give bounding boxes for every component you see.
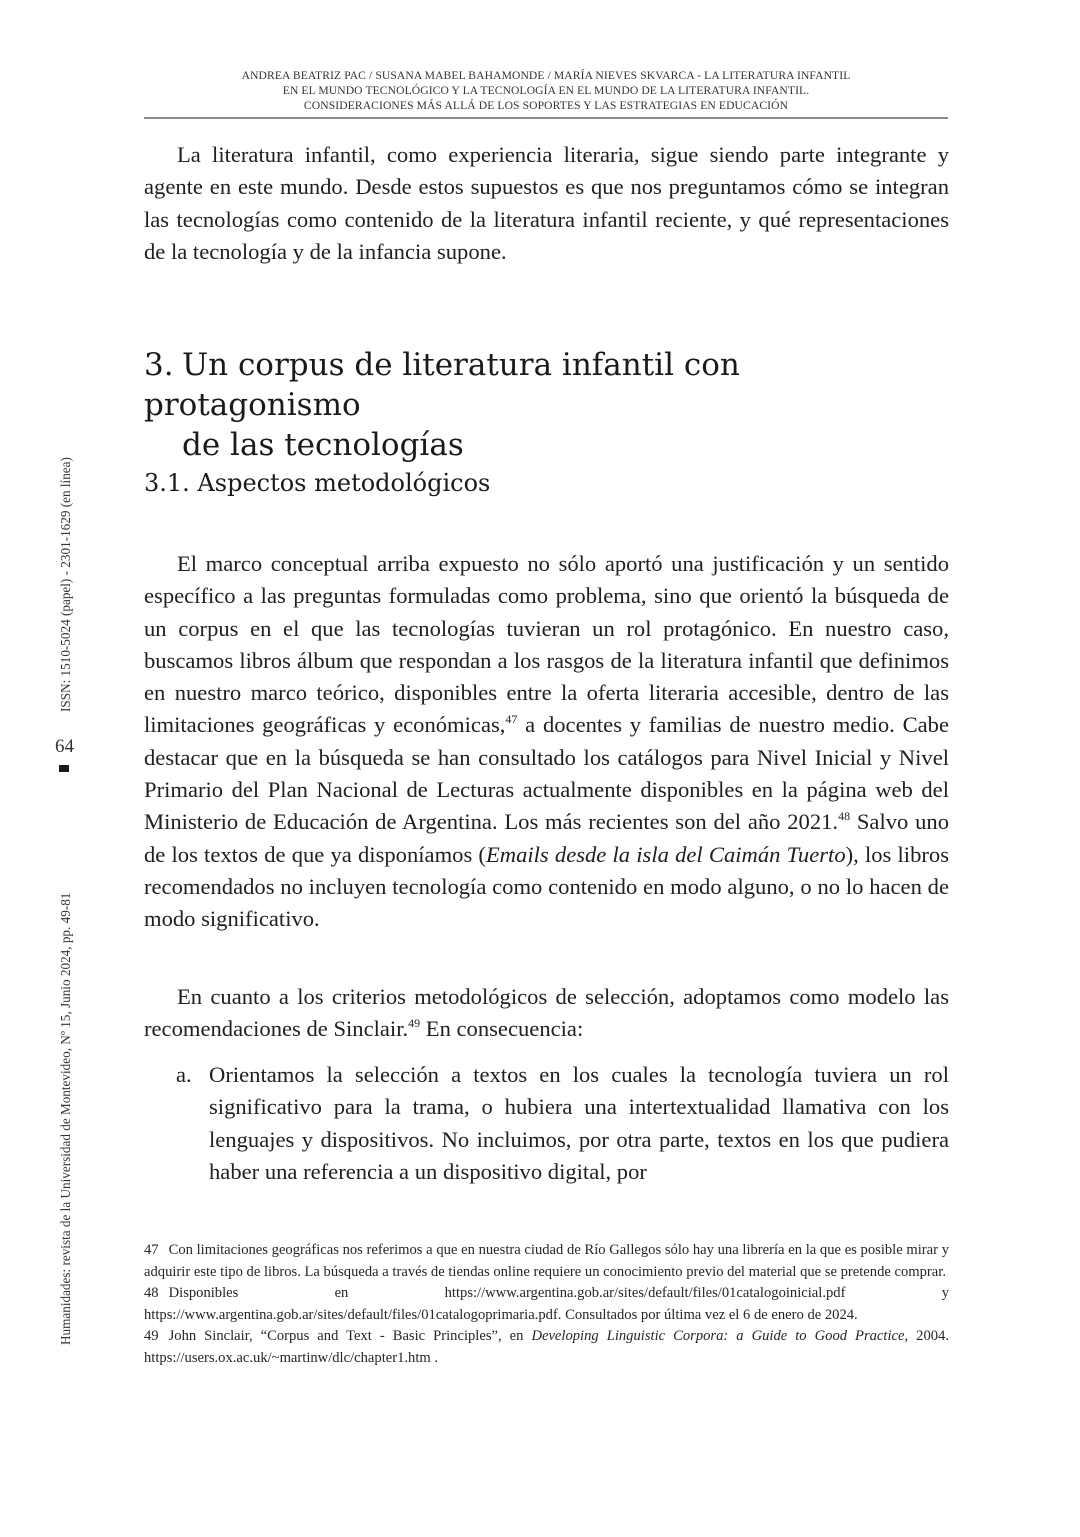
running-header-line-2: EN EL MUNDO TECNOLÓGICO Y LA TECNOLOGÍA EN EL MUNDO DE LA LITERATURA INFANTIL.: [282, 84, 810, 97]
issn-label: ISSN: 1510-5024 (papel) - 2301-1629 (en línea): [58, 457, 73, 712]
footnotes: [144, 1240, 949, 1370]
paragraph-text: En consecuencia:: [420, 1016, 584, 1042]
footnote-number: 49: [144, 1328, 159, 1345]
running-header: [144, 68, 948, 113]
intro-section: [144, 139, 949, 268]
paragraph-criteria: [144, 981, 949, 1046]
criteria-section: [144, 981, 949, 1046]
section-number: 3.: [144, 347, 174, 383]
footnote-ref-49[interactable]: 49: [408, 1016, 421, 1031]
running-header-line-3: CONSIDERACIONES MÁS ALLÁ DE LOS SOPORTES Y LAS ESTRATEGIAS EN EDUCACIÓN: [303, 99, 789, 112]
header-rule: [144, 117, 948, 119]
subsection-heading: 3.1. Aspectos metodológicos: [144, 469, 491, 497]
footnote-text: Con limitaciones geográficas nos referimos a que en nuestra ciudad de Río Gallegos sólo hay una librería en la que es posible mirar y adquirir este tipo de libros. La búsqueda a través de tiendas online requiere un conocimiento previo del material que se pretende comprar.: [144, 1242, 949, 1280]
paragraph-text: El marco conceptual arriba expuesto no sólo aportó una justificación y un sentido específico a las preguntas formuladas como problema, sino que orientó la búsqueda de un corpus en el que las tecnologías tuvieran un rol protagónico. En nuestro caso, buscamos libros álbum que respondan a los rasgos de la literatura infantil que definimos en nuestro marco teórico, disponibles entre la oferta literaria accesible, dentro de las limitaciones geográficas y económicas,: [144, 551, 949, 738]
page-marker: [59, 765, 69, 772]
footnote-number: 48: [144, 1285, 159, 1302]
paragraph-text: Salvo uno de los textos de que ya disponíamos (: [144, 809, 949, 867]
footnote-48: [144, 1283, 949, 1326]
footnote-text: Disponibles en https://www.argentina.gob.ar/sites/default/files/01catalogoinicial.pdf y https://www.argentina.gob.ar/sites/default/files/01catalogoprimaria.pdf. Consultados por última vez el 6 de enero de 2024.: [144, 1285, 949, 1323]
intro-paragraph: La literatura infantil, como experiencia literaria, sigue siendo parte integrante y agente en este mundo. Desde estos supuestos es que nos preguntamos cómo se integran las tecnologías como contenido de la literatura infantil reciente, y qué representaciones de la tecnología y de la infancia supone.: [144, 142, 949, 264]
footnote-number: 47: [144, 1242, 159, 1258]
running-header-line-1: ANDREA BEATRIZ PAC / SUSANA MABEL BAHAMONDE / MARÍA NIEVES SKVARCA - LA LITERATURA INFANTIL: [241, 69, 851, 82]
book-title: Emails desde la isla del Caimán Tuerto: [485, 841, 846, 867]
section-title-line-2: de las tecnologías: [182, 427, 464, 463]
footnote-49: [144, 1326, 949, 1369]
footnote-ref-47[interactable]: 47: [505, 712, 518, 727]
paragraph-text: a docentes y familias de nuestro medio. Cabe destacar que en la búsqueda se han consultado los catálogos para Nivel Inicial y Nivel Primario del Plan Nacional de Lecturas actualmente disponibles en la página web del Ministerio de Educación de Argentina. Los más recientes son del año 2021.: [144, 712, 949, 835]
cited-work-title: Developing Linguistic Corpora: a Guide to Good Practice: [531, 1328, 905, 1345]
footnote-ref-48[interactable]: 48: [838, 809, 851, 824]
journal-citation: Humanidades: revista de la Universidad de Montevideo, Nº 15, Junio 2024, pp. 49-81: [58, 892, 73, 1345]
criteria-list: [144, 1059, 949, 1188]
page-number: 64: [55, 736, 74, 757]
footnote-text: John Sinclair, “Corpus and Text - Basic Principles”, en: [168, 1328, 532, 1345]
list-item-text: Orientamos la selección a textos en los cuales la tecnología tuviera un rol significativo para la trama, o hubiera una intertextualidad llamativa con los lenguajes y dispositivos. No incluimos, por otra parte, textos en los que pudiera haber una referencia a un dispositivo digital, por: [209, 1062, 949, 1184]
list-marker: a.: [176, 1062, 192, 1087]
section-heading: [144, 345, 964, 465]
paragraph-text: ), los libros recomendados no incluyen tecnología como contenido en modo alguno, o no lo hacen de modo significativo.: [144, 841, 949, 932]
section-title-line-1: Un corpus de literatura infantil con protagonismo: [144, 347, 740, 423]
methodology-section: [144, 548, 949, 936]
footnote-text: , 2004. https://users.ox.ac.uk/~martinw/dlc/chapter1.htm .: [144, 1328, 949, 1366]
list-item: [144, 1059, 949, 1188]
paragraph-corpus-search: [144, 548, 949, 936]
paragraph-text: En cuanto a los criterios metodológicos de selección, adoptamos como modelo las recomendaciones de Sinclair.: [144, 984, 949, 1042]
footnote-47: [144, 1240, 949, 1283]
